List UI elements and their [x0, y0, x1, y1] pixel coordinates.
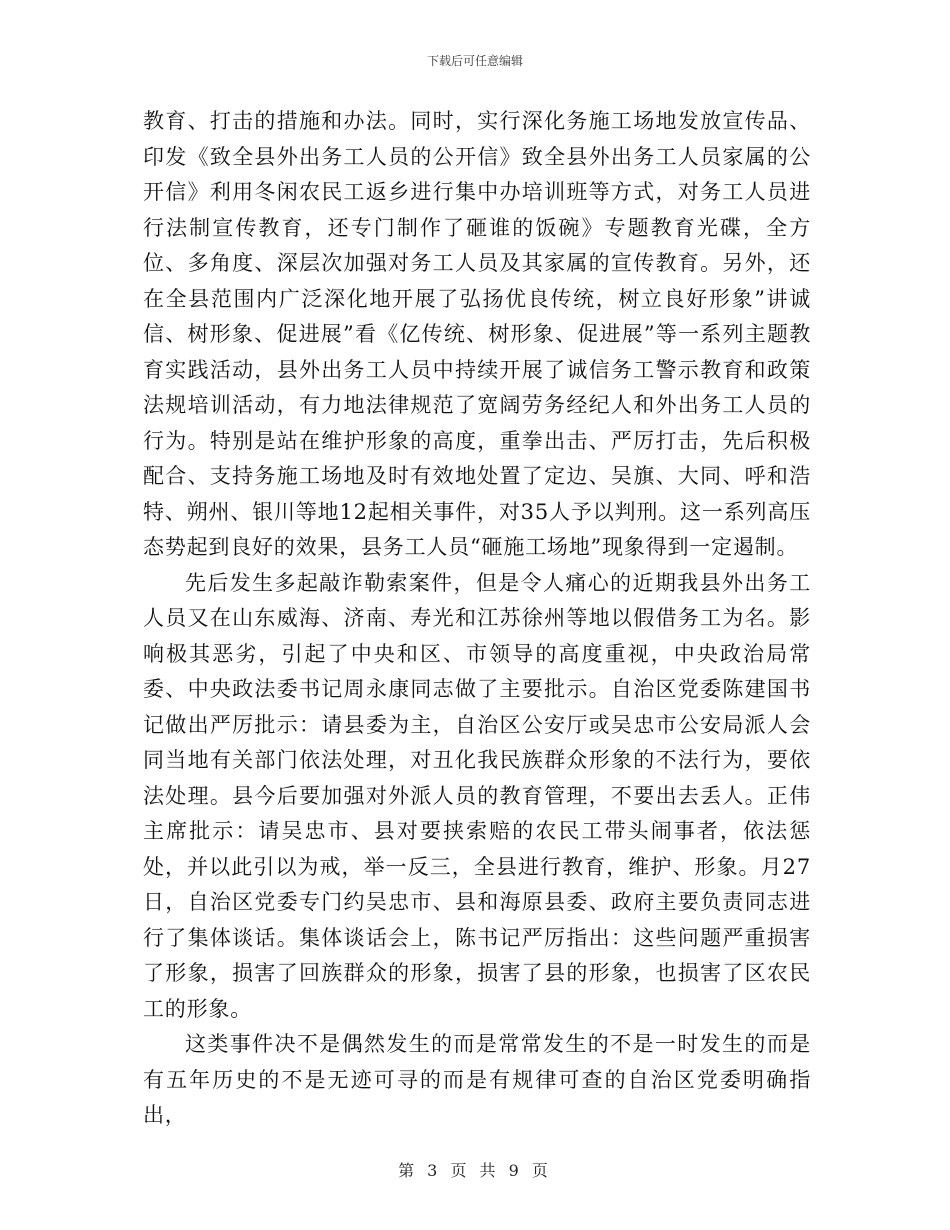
paragraph-3: 这类事件决不是偶然发生的而是常常发生的不是一时发生的而是有五年历史的不是无迹可寻的而是有规律可查的自治区党委明确指出， — [143, 1032, 811, 1127]
page-header: 下载后可任意编辑 — [426, 54, 523, 68]
paragraph-2: 先后发生多起敲诈勒索案件，但是令人痛心的近期我县外出务工人员又在山东威海、济南、寿光和江苏徐州等地以假借务工为名。影响极其恶劣，引起了中央和区、市领导的高度重视，中央政治局常委、中央政法委书记周永康同志做了主要批示。自治区党委陈建国书记做出严厉批示：请县委为主，自治区公安厅或吴忠市公安局派人会同当地有关部门依法处理，对丑化我民族群众形象的不法行为，要依法处理。县今后要加强对外派人员的教育管理，不要出去丢人。正伟主席批示：请吴忠市、县对要挟索赔的农民工带头闹事者，依法惩处，并以此引以为戒，举一反三，全县进行教育，维护、形象。月27日，自治区党委专门约吴忠市、县和海原县委、政府主要负责同志进行了集体谈话。集体谈话会上，陈书记严厉指出：这些问题严重损害了形象，损害了回族群众的形象，损害了县的形象，也损害了区农民工的形象。 — [143, 570, 811, 1021]
page-number-footer: 第 3 页 共 9 页 — [398, 1161, 552, 1180]
paragraph-1: 教育、打击的措施和办法。同时，实行深化务施工场地发放宣传品、印发《致全县外出务工人员的公开信》致全县外出务工人员家属的公开信》利用冬闲农民工返乡进行集中办培训班等方式，对务工人员进行法制宣传教育，还专门制作了砸谁的饭碗》专题教育光碟，全方位、多角度、深层次加强对务工人员及其家属的宣传教育。另外，还在全县范围内广泛深化地开展了弘扬优良传统，树立良好形象”讲诚信、树形象、促进展”看《亿传统、树形象、促进展”等一系列主题教育实践活动，县外出务工人员中持续开展了诚信务工警示教育和政策法规培训活动，有力地法律规范了宽阔劳务经纪人和外出务工人员的行为。特别是站在维护形象的高度，重拳出击、严厉打击，先后积极配合、支持务施工场地及时有效地处置了定边、吴旗、大同、呼和浩特、朔州、银川等地12起相关事件，对35人予以判刑。这一系列高压态势起到良好的效果，县务工人员“砸施工场地”现象得到一定遏制。 — [143, 109, 811, 559]
document-body — [143, 104, 811, 1134]
